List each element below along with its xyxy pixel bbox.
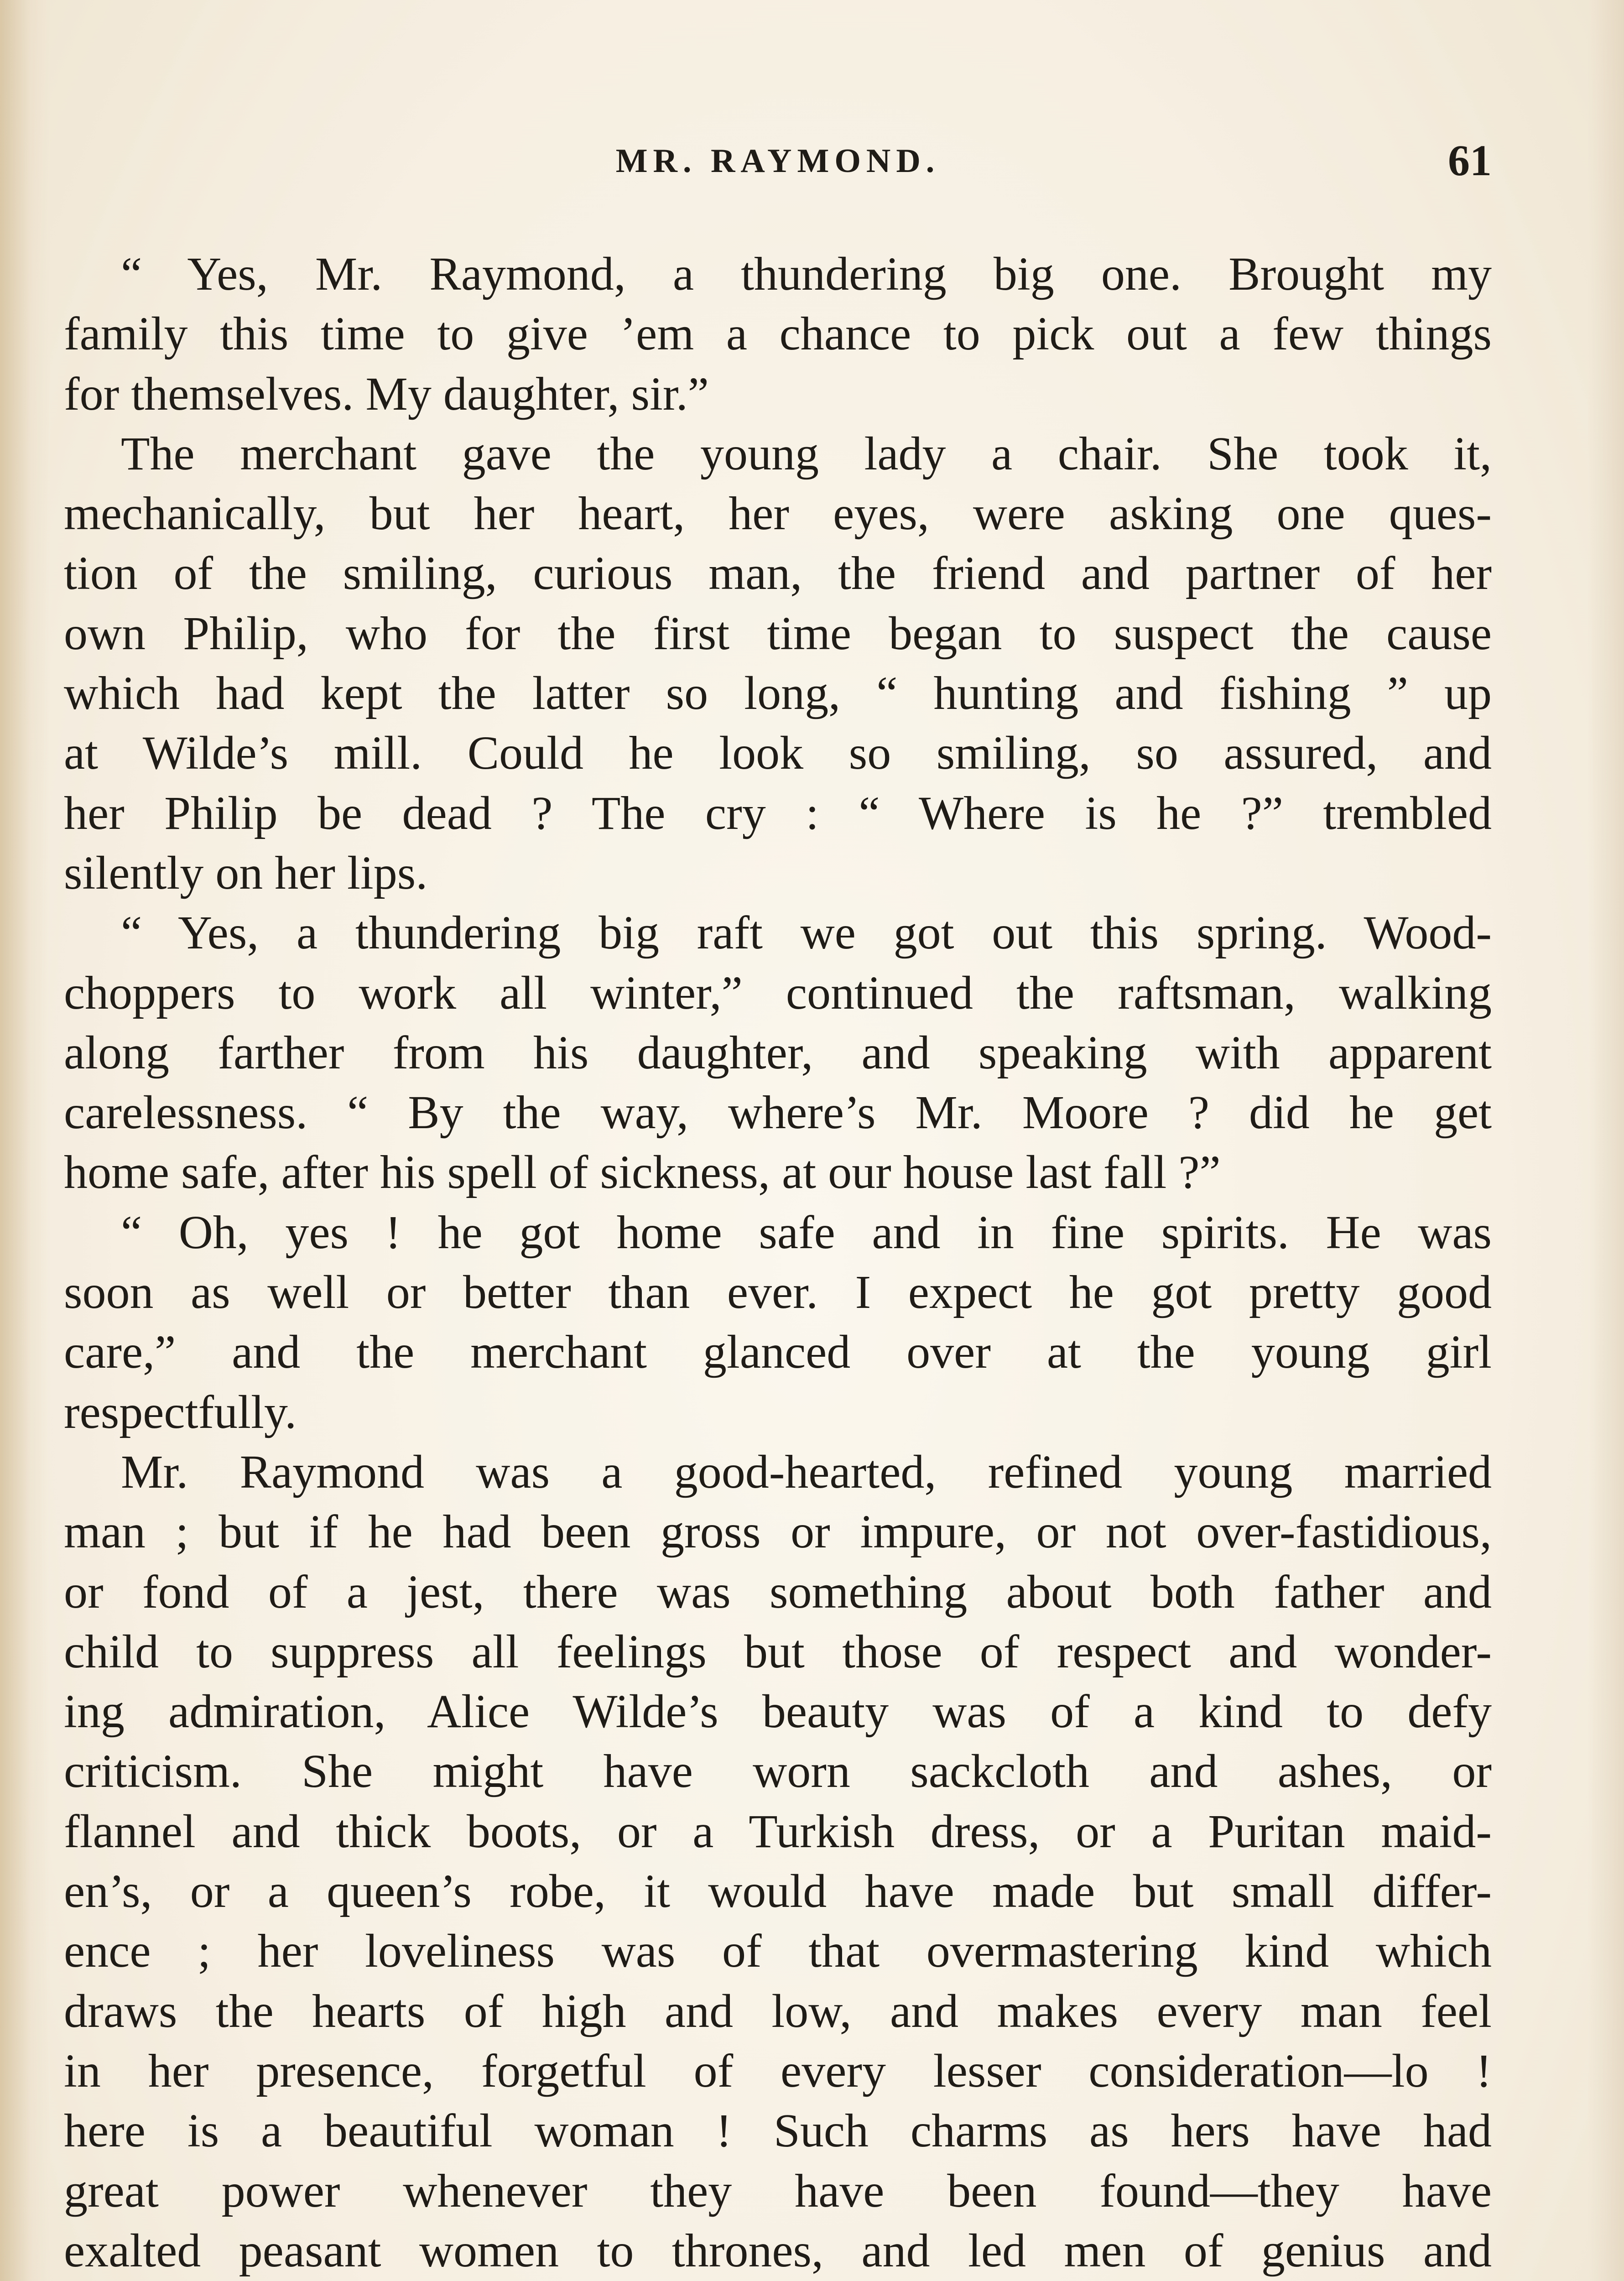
text-line: mechanically, but her heart, her eyes, were asking one ques-	[64, 487, 1492, 540]
page-edge-shadow-left	[0, 0, 50, 2281]
text-line: in her presence, forgetful of every lesser consideration—lo !	[64, 2044, 1492, 2097]
text-line: choppers to work all winter,” continued the raftsman, walking	[64, 966, 1492, 1019]
text-line: for themselves. My daughter, sir.”	[64, 367, 709, 420]
text-line: here is a beautiful woman ! Such charms as hers have had	[64, 2104, 1492, 2157]
text-line: home safe, after his spell of sickness, at our house last fall ?”	[64, 1146, 1221, 1199]
running-head	[64, 136, 1492, 186]
text-line: draws the hearts of high and low, and makes every man feel	[64, 1984, 1492, 2037]
text-line: child to suppress all feelings but those of respect and wonder-	[64, 1625, 1492, 1678]
text-line: man ; but if he had been gross or impure, or not over-fastidious,	[64, 1505, 1492, 1558]
text-line: at Wilde’s mill. Could he look so smiling, so assured, and	[64, 727, 1492, 780]
body-text	[64, 244, 1492, 2281]
text-line: or fond of a jest, there was something about both father and	[64, 1565, 1492, 1618]
text-line: The merchant gave the young lady a chair. She took it,	[121, 427, 1492, 480]
text-line: “ Yes, a thundering big raft we got out this spring. Wood-	[121, 906, 1492, 959]
page-edge-shadow-right	[1588, 0, 1624, 2281]
text-line: carelessness. “ By the way, where’s Mr. Moore ? did he get	[64, 1086, 1492, 1139]
text-line: exalted peasant women to thrones, and led men of genius and	[64, 2224, 1492, 2277]
text-line: own Philip, who for the first time began to suspect the cause	[64, 607, 1492, 660]
text-line: her Philip be dead ? The cry : “ Where is he ?” trembled	[64, 786, 1492, 839]
text-line: which had kept the latter so long, “ hunting and fishing ” up	[64, 667, 1492, 720]
text-line: care,” and the merchant glanced over at the young girl	[64, 1326, 1492, 1379]
text-line: soon as well or better than ever. I expect he got pretty good	[64, 1266, 1492, 1319]
text-line: “ Oh, yes ! he got home safe and in fine spirits. He was	[121, 1206, 1492, 1259]
text-line: flannel and thick boots, or a Turkish dress, or a Puritan maid-	[64, 1805, 1492, 1858]
text-line: respectfully.	[64, 1385, 297, 1438]
text-line: silently on her lips.	[64, 846, 428, 899]
text-line: en’s, or a queen’s robe, it would have made but small differ-	[64, 1865, 1492, 1918]
text-line: tion of the smiling, curious man, the friend and partner of her	[64, 547, 1492, 600]
text-line: Mr. Raymond was a good-hearted, refined young married	[121, 1445, 1492, 1498]
page-number: 61	[1448, 136, 1492, 185]
text-line: ence ; her loveliness was of that overmastering kind which	[64, 1925, 1492, 1978]
text-line: criticism. She might have worn sackcloth and ashes, or	[64, 1745, 1492, 1798]
text-line: ing admiration, Alice Wilde’s beauty was of a kind to defy	[64, 1685, 1492, 1738]
text-line: along farther from his daughter, and speaking with apparent	[64, 1026, 1492, 1079]
running-title: MR. RAYMOND.	[615, 142, 940, 180]
text-line: family this time to give ’em a chance to pick out a few things	[64, 307, 1492, 360]
text-line: “ Yes, Mr. Raymond, a thundering big one. Brought my	[121, 248, 1492, 300]
text-line: great power whenever they have been found—they have	[64, 2164, 1492, 2217]
